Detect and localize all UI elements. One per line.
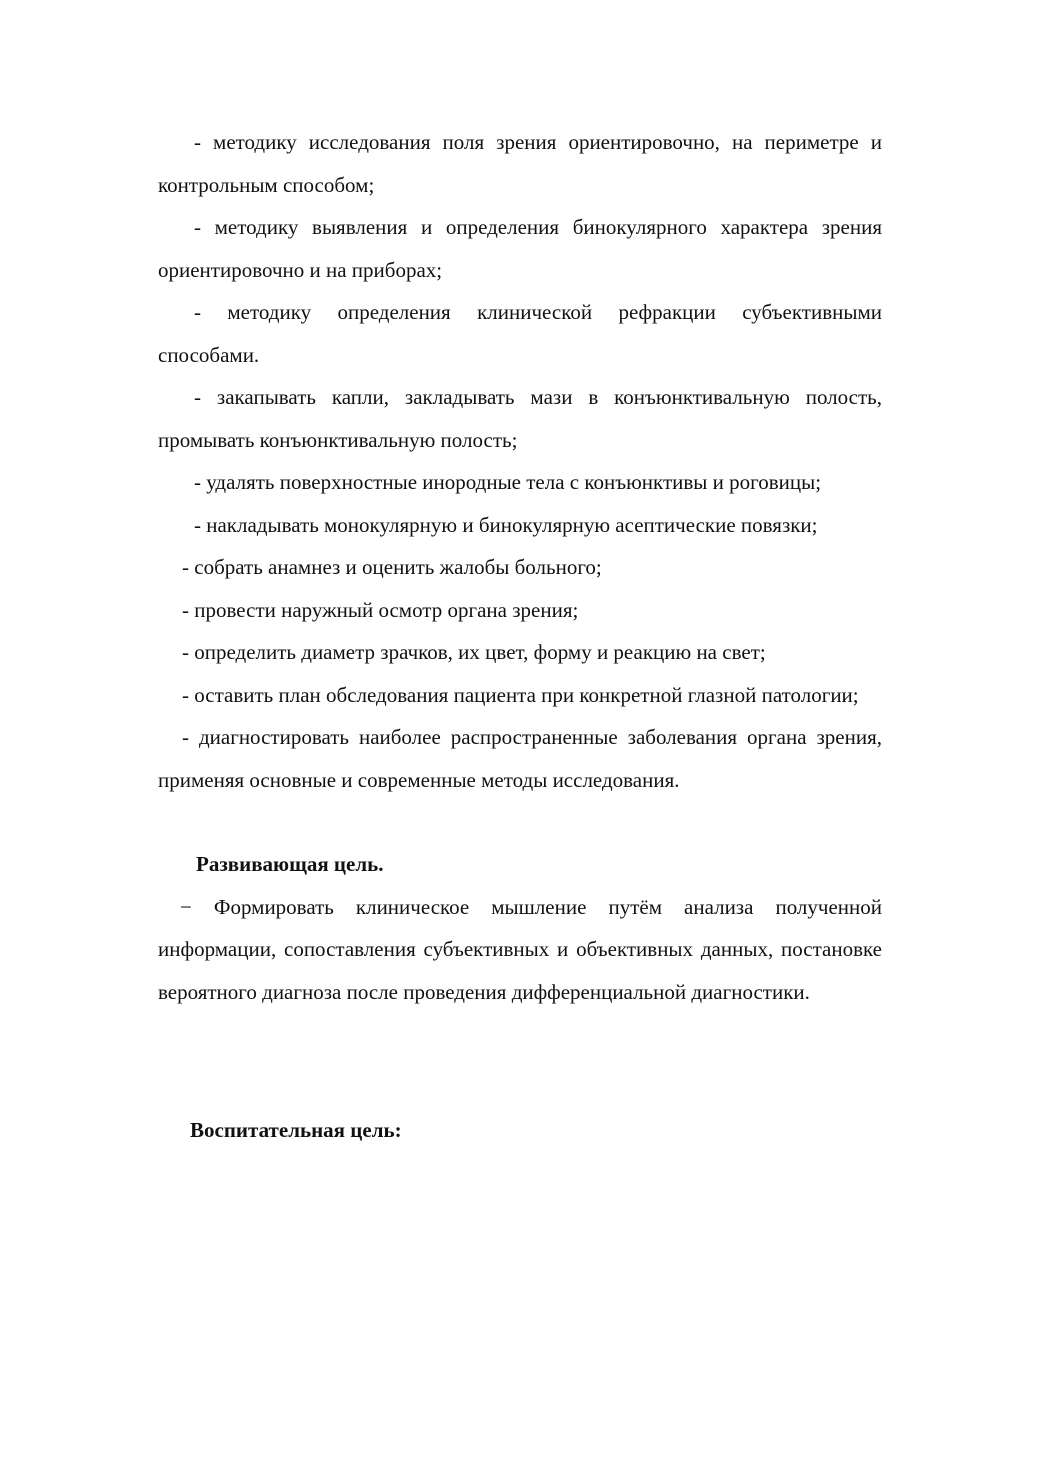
list-item-exam-plan: - оставить план обследования пациента при конкретной глазной патологии; — [182, 682, 859, 707]
list-item-external-exam: - провести наружный осмотр органа зрения; — [182, 597, 579, 622]
list-item-refraction: - методику определения клинической рефракции субъективными способами. — [158, 300, 882, 367]
list-item-eye-drops: - закапывать капли, закладывать мази в конъюнктивальную полость, промывать конъюнктивальную полость; — [158, 385, 882, 452]
list-item-pupils: - определить диаметр зрачков, их цвет, форму и реакцию на свет; — [182, 640, 766, 664]
list-item-visual-field: - методику исследования поля зрения ориентировочно, на периметре и контрольным способом; — [158, 130, 882, 197]
document-body — [158, 121, 882, 1152]
list-item-anamnesis: - собрать анамнез и оценить жалобы больного; — [182, 555, 602, 579]
educational-goal-heading: Воспитательная цель: — [190, 1118, 402, 1142]
list-item-diagnose: - диагностировать наиболее распространенные заболевания органа зрения, применяя основные и современные методы исследования. — [158, 725, 882, 792]
list-item-bandages: - накладывать монокулярную и бинокулярную асептические повязки; — [194, 512, 818, 537]
developing-goal-heading: Развивающая цель. — [196, 852, 384, 876]
list-item-binocular-vision: - методику выявления и определения бинокулярного характера зрения ориентировочно и на приборах; — [158, 215, 882, 282]
list-item-foreign-bodies: - удалять поверхностные инородные тела с конъюнктивы и роговицы; — [194, 470, 822, 494]
developing-goal-text: − Формировать клиническое мышление путём анализа полученной информации, сопоставления субъективных и объективных данных, постановке вероятного диагноза после проведения дифференциальной диагностики. — [158, 894, 882, 1004]
